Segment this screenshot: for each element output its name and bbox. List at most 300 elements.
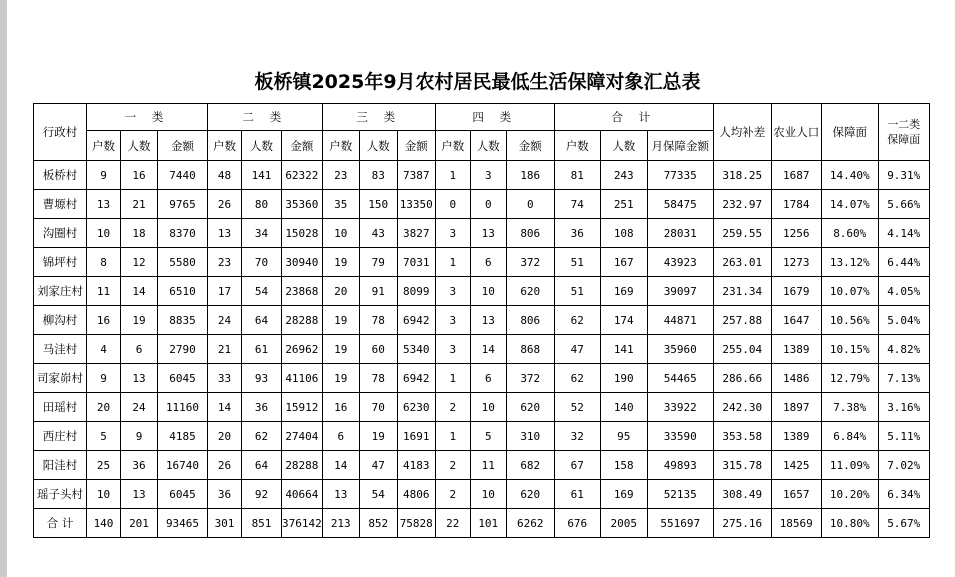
cell-coverage12: 6.34% (878, 480, 929, 509)
cell-g3-households: 19 (322, 248, 359, 277)
sub-households: 户数 (208, 131, 242, 161)
cell-g3-households: 20 (322, 277, 359, 306)
cell-per-capita: 275.16 (713, 509, 771, 538)
cell-g1-amount: 6045 (158, 364, 208, 393)
cell-g4-amount: 620 (506, 393, 554, 422)
cell-g3-amount: 8099 (397, 277, 435, 306)
cell-tot-people: 190 (600, 364, 647, 393)
cell-g4-amount: 310 (506, 422, 554, 451)
cell-coverage12: 6.44% (878, 248, 929, 277)
cell-g2-amount: 40664 (282, 480, 323, 509)
cell-g3-amount: 3827 (397, 219, 435, 248)
table-row (34, 219, 930, 248)
cell-coverage: 11.09% (821, 451, 878, 480)
cell-g1-people: 16 (121, 161, 158, 190)
cell-g1-households: 9 (87, 161, 121, 190)
table-row (34, 306, 930, 335)
cell-g1-households: 25 (87, 451, 121, 480)
cell-tot-amount: 58475 (647, 190, 713, 219)
sub-amount: 金额 (158, 131, 208, 161)
header-group1: 一 类 (87, 104, 208, 131)
cell-coverage12: 7.02% (878, 451, 929, 480)
cell-farm-pop: 1389 (771, 422, 821, 451)
cell-tot-amount: 43923 (647, 248, 713, 277)
sub-amount: 金额 (397, 131, 435, 161)
cell-tot-amount: 551697 (647, 509, 713, 538)
cell-tot-households: 47 (554, 335, 600, 364)
document-title: 板桥镇2025年9月农村居民最低生活保障对象汇总表 (254, 71, 701, 93)
cell-g4-people: 3 (470, 161, 506, 190)
cell-g4-people: 5 (470, 422, 506, 451)
cell-coverage12: 5.67% (878, 509, 929, 538)
cell-village: 曹塬村 (34, 190, 87, 219)
cell-g2-people: 36 (242, 393, 282, 422)
cell-g2-amount: 376142 (282, 509, 323, 538)
cell-g2-people: 61 (242, 335, 282, 364)
cell-g1-amount: 4185 (158, 422, 208, 451)
cell-g3-people: 47 (359, 451, 397, 480)
cell-village: 刘家庄村 (34, 277, 87, 306)
header-village: 行政村 (34, 104, 87, 161)
cell-g4-amount: 806 (506, 306, 554, 335)
table-row (34, 422, 930, 451)
sub-households: 户数 (554, 131, 600, 161)
cell-g4-amount: 806 (506, 219, 554, 248)
cell-g4-people: 0 (470, 190, 506, 219)
cell-g2-people: 851 (242, 509, 282, 538)
table-row (34, 277, 930, 306)
cell-tot-households: 36 (554, 219, 600, 248)
cell-g1-households: 8 (87, 248, 121, 277)
cell-g1-households: 9 (87, 364, 121, 393)
cell-g1-households: 11 (87, 277, 121, 306)
cell-g3-households: 13 (322, 480, 359, 509)
cell-g1-households: 140 (87, 509, 121, 538)
cell-tot-households: 81 (554, 161, 600, 190)
cell-g3-households: 19 (322, 335, 359, 364)
cell-coverage: 7.38% (821, 393, 878, 422)
cell-tot-amount: 39097 (647, 277, 713, 306)
cell-g3-households: 23 (322, 161, 359, 190)
cell-g3-amount: 7031 (397, 248, 435, 277)
cell-g4-amount: 0 (506, 190, 554, 219)
cell-village: 锦坪村 (34, 248, 87, 277)
cell-g3-amount: 6942 (397, 306, 435, 335)
table-row (34, 248, 930, 277)
cell-g4-people: 10 (470, 393, 506, 422)
sub-households: 户数 (435, 131, 470, 161)
cell-g2-people: 64 (242, 451, 282, 480)
cell-g3-people: 83 (359, 161, 397, 190)
cell-g2-people: 54 (242, 277, 282, 306)
cell-g2-amount: 15028 (282, 219, 323, 248)
sub-people: 人数 (242, 131, 282, 161)
sub-amount: 金额 (506, 131, 554, 161)
cell-g4-people: 13 (470, 306, 506, 335)
cell-farm-pop: 1679 (771, 277, 821, 306)
cell-g1-amount: 8370 (158, 219, 208, 248)
cell-g3-amount: 7387 (397, 161, 435, 190)
header-group-total: 合 计 (554, 104, 713, 131)
cell-g2-households: 13 (208, 219, 242, 248)
cell-g3-amount: 1691 (397, 422, 435, 451)
cell-village: 板桥村 (34, 161, 87, 190)
cell-g2-people: 70 (242, 248, 282, 277)
cell-g1-amount: 2790 (158, 335, 208, 364)
cell-g4-households: 2 (435, 480, 470, 509)
sub-people: 人数 (121, 131, 158, 161)
table-row (34, 190, 930, 219)
cell-g4-amount: 372 (506, 364, 554, 393)
header-per-capita: 人均补差 (713, 104, 771, 161)
cell-g3-people: 91 (359, 277, 397, 306)
cell-coverage: 10.80% (821, 509, 878, 538)
table-row (34, 335, 930, 364)
cell-g2-people: 92 (242, 480, 282, 509)
cell-g2-amount: 35360 (282, 190, 323, 219)
cell-g4-households: 2 (435, 393, 470, 422)
cell-g2-people: 80 (242, 190, 282, 219)
cell-village: 马洼村 (34, 335, 87, 364)
cell-g1-amount: 9765 (158, 190, 208, 219)
cell-g4-households: 1 (435, 364, 470, 393)
cell-g3-people: 78 (359, 364, 397, 393)
cell-g1-households: 4 (87, 335, 121, 364)
cell-g4-people: 10 (470, 480, 506, 509)
cell-coverage12: 4.14% (878, 219, 929, 248)
cell-tot-amount: 77335 (647, 161, 713, 190)
cell-g3-amount: 4183 (397, 451, 435, 480)
cell-tot-people: 169 (600, 277, 647, 306)
cell-coverage12: 5.04% (878, 306, 929, 335)
cell-tot-people: 108 (600, 219, 647, 248)
cell-per-capita: 315.78 (713, 451, 771, 480)
cell-per-capita: 255.04 (713, 335, 771, 364)
cell-g4-households: 2 (435, 451, 470, 480)
cell-g1-households: 13 (87, 190, 121, 219)
cell-tot-households: 61 (554, 480, 600, 509)
cell-g4-people: 6 (470, 364, 506, 393)
cell-tot-people: 141 (600, 335, 647, 364)
cell-tot-amount: 33590 (647, 422, 713, 451)
sub-households: 户数 (87, 131, 121, 161)
table-row (34, 480, 930, 509)
cell-g1-households: 10 (87, 219, 121, 248)
cell-coverage: 10.15% (821, 335, 878, 364)
cell-g3-people: 60 (359, 335, 397, 364)
cell-farm-pop: 1273 (771, 248, 821, 277)
cell-g4-households: 3 (435, 277, 470, 306)
table-row (34, 161, 930, 190)
cell-g4-households: 1 (435, 248, 470, 277)
cell-tot-people: 174 (600, 306, 647, 335)
cell-g2-amount: 15912 (282, 393, 323, 422)
cell-per-capita: 242.30 (713, 393, 771, 422)
cell-farm-pop: 1784 (771, 190, 821, 219)
header-coverage12 (878, 104, 929, 161)
header-row-groups (34, 104, 930, 131)
cell-g1-people: 9 (121, 422, 158, 451)
cell-g4-households: 22 (435, 509, 470, 538)
sub-monthly-amount: 月保障金额 (647, 131, 713, 161)
cell-g2-households: 301 (208, 509, 242, 538)
cell-g4-amount: 372 (506, 248, 554, 277)
cell-g3-households: 14 (322, 451, 359, 480)
cell-g4-households: 3 (435, 306, 470, 335)
cell-village: 沟圈村 (34, 219, 87, 248)
cell-g2-households: 48 (208, 161, 242, 190)
cell-tot-amount: 49893 (647, 451, 713, 480)
cell-g1-amount: 93465 (158, 509, 208, 538)
cell-g1-people: 6 (121, 335, 158, 364)
cell-tot-households: 676 (554, 509, 600, 538)
cell-g4-amount: 186 (506, 161, 554, 190)
cell-g3-households: 10 (322, 219, 359, 248)
cell-per-capita: 318.25 (713, 161, 771, 190)
cell-farm-pop: 1486 (771, 364, 821, 393)
cell-coverage12: 4.82% (878, 335, 929, 364)
header-coverage12-line1: 一二类 (887, 118, 921, 131)
cell-coverage: 14.07% (821, 190, 878, 219)
cell-g3-households: 16 (322, 393, 359, 422)
header-group2: 二 类 (208, 104, 323, 131)
cell-g1-households: 20 (87, 393, 121, 422)
cell-g1-people: 24 (121, 393, 158, 422)
sub-amount: 金额 (282, 131, 323, 161)
cell-tot-people: 95 (600, 422, 647, 451)
cell-g2-amount: 28288 (282, 451, 323, 480)
cell-coverage12: 7.13% (878, 364, 929, 393)
cell-tot-people: 169 (600, 480, 647, 509)
cell-g4-households: 1 (435, 422, 470, 451)
cell-tot-people: 2005 (600, 509, 647, 538)
cell-g3-households: 35 (322, 190, 359, 219)
cell-coverage: 10.20% (821, 480, 878, 509)
cell-farm-pop: 18569 (771, 509, 821, 538)
cell-village: 西庄村 (34, 422, 87, 451)
cell-tot-households: 62 (554, 306, 600, 335)
cell-g1-people: 201 (121, 509, 158, 538)
sub-people: 人数 (470, 131, 506, 161)
cell-g1-amount: 11160 (158, 393, 208, 422)
cell-g4-people: 6 (470, 248, 506, 277)
cell-g4-households: 3 (435, 335, 470, 364)
cell-tot-households: 52 (554, 393, 600, 422)
cell-g3-households: 213 (322, 509, 359, 538)
cell-g1-people: 36 (121, 451, 158, 480)
cell-farm-pop: 1687 (771, 161, 821, 190)
cell-tot-households: 51 (554, 277, 600, 306)
cell-g4-amount: 868 (506, 335, 554, 364)
cell-tot-people: 167 (600, 248, 647, 277)
cell-g3-people: 852 (359, 509, 397, 538)
cell-g1-households: 5 (87, 422, 121, 451)
cell-g2-amount: 30940 (282, 248, 323, 277)
table-row (34, 451, 930, 480)
cell-g1-amount: 16740 (158, 451, 208, 480)
cell-tot-amount: 44871 (647, 306, 713, 335)
cell-village: 阳洼村 (34, 451, 87, 480)
cell-g2-households: 26 (208, 451, 242, 480)
cell-village: 合 计 (34, 509, 87, 538)
cell-g2-households: 14 (208, 393, 242, 422)
cell-g2-amount: 62322 (282, 161, 323, 190)
cell-per-capita: 259.55 (713, 219, 771, 248)
cell-farm-pop: 1425 (771, 451, 821, 480)
cell-g3-people: 70 (359, 393, 397, 422)
cell-tot-amount: 35960 (647, 335, 713, 364)
cell-g1-people: 14 (121, 277, 158, 306)
cell-farm-pop: 1389 (771, 335, 821, 364)
cell-g3-amount: 6942 (397, 364, 435, 393)
header-coverage12-line2: 保障面 (887, 133, 921, 146)
cell-per-capita: 286.66 (713, 364, 771, 393)
sub-people: 人数 (359, 131, 397, 161)
cell-tot-households: 67 (554, 451, 600, 480)
cell-per-capita: 353.58 (713, 422, 771, 451)
cell-coverage: 8.60% (821, 219, 878, 248)
cell-tot-amount: 28031 (647, 219, 713, 248)
cell-coverage: 14.40% (821, 161, 878, 190)
cell-g2-people: 34 (242, 219, 282, 248)
cell-g1-people: 12 (121, 248, 158, 277)
cell-g2-households: 24 (208, 306, 242, 335)
cell-g2-people: 93 (242, 364, 282, 393)
cell-g2-people: 141 (242, 161, 282, 190)
cell-g4-households: 1 (435, 161, 470, 190)
cell-g2-households: 26 (208, 190, 242, 219)
cell-coverage: 10.56% (821, 306, 878, 335)
cell-coverage12: 5.11% (878, 422, 929, 451)
cell-g4-amount: 620 (506, 480, 554, 509)
cell-tot-people: 243 (600, 161, 647, 190)
cell-tot-amount: 54465 (647, 364, 713, 393)
cell-g2-households: 23 (208, 248, 242, 277)
cell-g1-people: 13 (121, 480, 158, 509)
cell-per-capita: 263.01 (713, 248, 771, 277)
cell-g1-people: 21 (121, 190, 158, 219)
cell-g4-people: 13 (470, 219, 506, 248)
cell-coverage: 10.07% (821, 277, 878, 306)
cell-g1-amount: 8835 (158, 306, 208, 335)
cell-g2-amount: 26962 (282, 335, 323, 364)
cell-tot-households: 62 (554, 364, 600, 393)
cell-g4-amount: 682 (506, 451, 554, 480)
cell-g2-households: 20 (208, 422, 242, 451)
cell-g3-households: 19 (322, 306, 359, 335)
cell-g2-amount: 23868 (282, 277, 323, 306)
cell-farm-pop: 1256 (771, 219, 821, 248)
cell-g2-amount: 41106 (282, 364, 323, 393)
cell-tot-people: 158 (600, 451, 647, 480)
cell-coverage12: 4.05% (878, 277, 929, 306)
cell-g1-households: 16 (87, 306, 121, 335)
cell-g1-people: 19 (121, 306, 158, 335)
cell-g3-people: 150 (359, 190, 397, 219)
cell-farm-pop: 1657 (771, 480, 821, 509)
cell-tot-households: 32 (554, 422, 600, 451)
cell-g4-people: 11 (470, 451, 506, 480)
cell-g3-people: 78 (359, 306, 397, 335)
header-coverage: 保障面 (821, 104, 878, 161)
cell-g2-amount: 28288 (282, 306, 323, 335)
cell-g3-households: 6 (322, 422, 359, 451)
header-group4: 四 类 (435, 104, 554, 131)
cell-coverage12: 3.16% (878, 393, 929, 422)
cell-g1-amount: 6510 (158, 277, 208, 306)
cell-per-capita: 257.88 (713, 306, 771, 335)
cell-g2-households: 17 (208, 277, 242, 306)
cell-g2-households: 33 (208, 364, 242, 393)
cell-g4-amount: 6262 (506, 509, 554, 538)
sub-people: 人数 (600, 131, 647, 161)
cell-tot-people: 251 (600, 190, 647, 219)
cell-per-capita: 308.49 (713, 480, 771, 509)
cell-coverage12: 9.31% (878, 161, 929, 190)
cell-g2-amount: 27404 (282, 422, 323, 451)
cell-g3-amount: 5340 (397, 335, 435, 364)
cell-g3-people: 54 (359, 480, 397, 509)
cell-tot-people: 140 (600, 393, 647, 422)
cell-village: 瑶子头村 (34, 480, 87, 509)
cell-village: 司家峁村 (34, 364, 87, 393)
cell-g3-amount: 13350 (397, 190, 435, 219)
table-row (34, 364, 930, 393)
cell-tot-households: 74 (554, 190, 600, 219)
cell-g1-amount: 7440 (158, 161, 208, 190)
cell-g4-households: 3 (435, 219, 470, 248)
cell-per-capita: 232.97 (713, 190, 771, 219)
cell-farm-pop: 1647 (771, 306, 821, 335)
cell-per-capita: 231.34 (713, 277, 771, 306)
cell-coverage: 12.79% (821, 364, 878, 393)
total-row (34, 509, 930, 538)
cell-g4-people: 101 (470, 509, 506, 538)
table-row (34, 393, 930, 422)
cell-g4-amount: 620 (506, 277, 554, 306)
cell-g4-households: 0 (435, 190, 470, 219)
cell-village: 柳沟村 (34, 306, 87, 335)
cell-g2-households: 36 (208, 480, 242, 509)
cell-g3-households: 19 (322, 364, 359, 393)
cell-g3-people: 43 (359, 219, 397, 248)
cell-g3-amount: 75828 (397, 509, 435, 538)
sub-households: 户数 (322, 131, 359, 161)
cell-g1-households: 10 (87, 480, 121, 509)
cell-g1-people: 18 (121, 219, 158, 248)
cell-g3-people: 79 (359, 248, 397, 277)
cell-g1-people: 13 (121, 364, 158, 393)
cell-g2-people: 64 (242, 306, 282, 335)
cell-g3-amount: 4806 (397, 480, 435, 509)
cell-farm-pop: 1897 (771, 393, 821, 422)
cell-coverage: 6.84% (821, 422, 878, 451)
summary-table (33, 103, 930, 538)
cell-g3-amount: 6230 (397, 393, 435, 422)
cell-g3-people: 19 (359, 422, 397, 451)
cell-coverage12: 5.66% (878, 190, 929, 219)
header-farm-pop: 农业人口 (771, 104, 821, 161)
cell-g4-people: 10 (470, 277, 506, 306)
cell-g2-households: 21 (208, 335, 242, 364)
cell-g1-amount: 5580 (158, 248, 208, 277)
cell-tot-amount: 33922 (647, 393, 713, 422)
cell-village: 田瑶村 (34, 393, 87, 422)
cell-coverage: 13.12% (821, 248, 878, 277)
cell-g2-people: 62 (242, 422, 282, 451)
cell-tot-amount: 52135 (647, 480, 713, 509)
cell-tot-households: 51 (554, 248, 600, 277)
